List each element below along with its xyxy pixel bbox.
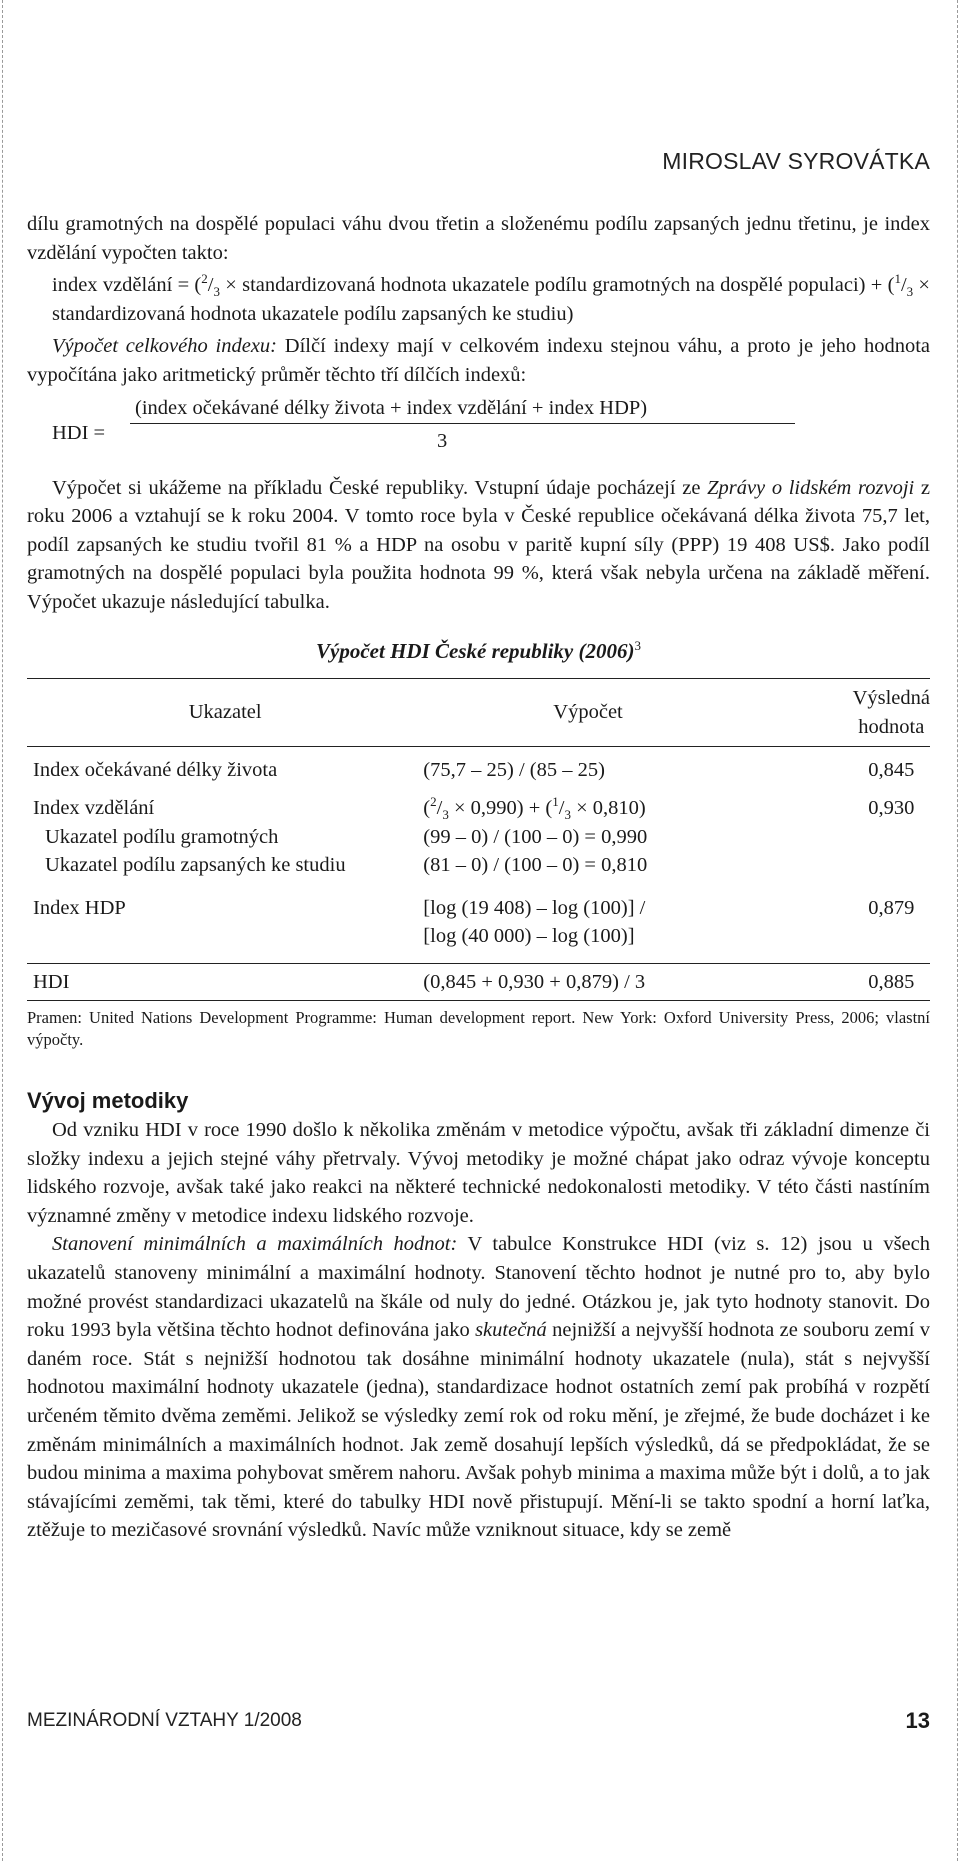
- column-header-calculation: Výpočet: [423, 679, 852, 747]
- table-row-total: HDI (0,845 + 0,930 + 0,879) / 3 0,885: [27, 963, 930, 1001]
- hdi-formula: [27, 394, 930, 474]
- paragraph-example: Výpočet si ukážeme na příkladu České republiky. Vstupní údaje pocházejí ze Zprávy o lidském rozvoji z roku 2006 a vztahují se k roku 2004. V tomto roce byla v České republice očekávaná délka života 75,7 let, podíl zapsaných ke studiu tvořil 81 % a HDP na osobu v paritě kupní síly (PPP) 19 408 US$. Jako podíl gramotných na dospělé populaci byla použita hodnota 99 %, která však nebyla určena na základě měření. Výpočet ukazuje následující tabulka.: [27, 476, 930, 613]
- paragraph-lead-italic: Výpočet celkového indexu:: [52, 335, 278, 358]
- paragraph-min-max: Stanovení minimálních a maximálních hodnot: V tabulce Konstrukce HDI (viz s. 12) jsou u všech ukazatelů stanoveny minimální a maximální hodnoty. Stanovení těchto hodnot je nutné pro to, aby bylo možné provést standardizaci ukazatelů na škále od nuly do jedné. Otázkou je, jak tyto hodnoty stanovit. Do roku 1993 byla většina těchto hodnot definována jako skutečná nejnižší a nejvyšší hodnota ze souboru zemí v daném roce. Stát s nejnižší hodnotou tak dosáhne minimální hodnoty ukazatele (nula), stát s nejvyšší hodnotou maximální hodnoty ukazatele (jedna), standardizace hodnot ostatních zemí pak probíhá v rozpětí určeném těmito dvěma zeměmi. Jelikož se výsledky zemí rok od roku mění, je zřejmé, že bude docházet i ke změnám minimálních a maximálních hodnot. Jak země dosahují lepších výsledků, dá se předpokládat, že se budou minima a maxima pohybovat směrem nahoru. Avšak pohyb minima a maxima může být i dolů, a to jak stávajícími zeměmi, tak těmi, které do tabulky HDI nově přistupují. Mění-li se takto spodní a horní laťka, ztěžuje to mezičasové srovnání výsledků. Navíc může vzniknout situace, kdy se země: [27, 1233, 930, 1542]
- page-edge-left: [2, 0, 3, 1861]
- paragraph-intro: dílu gramotných na dospělé populaci váhu dvou třetin a složenému podílu zapsaných jednu třetinu, je index vzdělání vypočten takto:: [27, 213, 930, 264]
- page-number: 13: [905, 1708, 930, 1733]
- table-row: Ukazatel podílu zapsaných ke studiu (81 – 0) / (100 – 0) = 0,810: [45, 854, 648, 877]
- hdi-formula-lhs: HDI =: [52, 421, 106, 444]
- table-header-row: [27, 679, 930, 747]
- running-head: MIROSLAV SYROVÁTKA: [662, 148, 930, 174]
- table-spacer: [27, 951, 930, 964]
- table-row: Ukazatel podílu gramotných (99 – 0) / (100 – 0) = 0,990: [45, 825, 648, 848]
- footnote-ref: 3: [634, 637, 641, 653]
- paragraph-lead-italic: Stanovení minimálních a maximálních hodnot:: [52, 1233, 458, 1256]
- hdi-calculation-table: [27, 678, 930, 1001]
- hdi-formula-numerator: (index očekávané délky života + index vzdělání + index HDP): [135, 396, 648, 419]
- column-header-result: Výsledná hodnota: [853, 679, 930, 747]
- column-header-indicator: Ukazatel: [27, 679, 423, 747]
- table-row: Index vzdělání $(^2/_3 \times 0,990) + (^1/_3 \times 0,810)$ 0,930: [33, 794, 915, 822]
- footer-journal: MEZINÁRODNÍ VZTAHY 1/2008: [27, 1710, 302, 1731]
- paragraph-methodology: Od vzniku HDI v roce 1990 došlo k několika změnám v metodice výpočtu, avšak tři základní dimenze či složky indexu a jejich stejné váhy přetrvaly. Vývoj metodiky je možné chápat jako odraz vývoje konceptu lidského rozvoje, avšak také jako reakci na některé technické nedokonalosti metodiky. V této části nastíním významné změny v metodice indexu lidského rozvoje.: [27, 1119, 930, 1227]
- paragraph-total-index: Výpočet celkového indexu: Dílčí indexy mají v celkovém indexu stejnou váhu, a proto je jeho hodnota vypočítána jako aritmetický průměr těchto tří dílčích indexů:: [27, 335, 930, 386]
- table-caption: Výpočet HDI České republiky $(2006)^3$: [316, 637, 641, 663]
- table-row: Index očekávané délky života (75,7 – 25) / (85 – 25) 0,845: [33, 759, 915, 782]
- section-heading: Vývoj metodiky: [27, 1088, 189, 1114]
- table-row: Index HDP [log (19 408) – log (100)] / [log (40 000) – log (100)] 0,879: [33, 896, 915, 948]
- hdi-formula-denominator: 3: [437, 429, 448, 452]
- page-edge-right: [957, 0, 958, 1861]
- table-source-note: Pramen: United Nations Development Programme: Human development report. New York: Oxford University Press, 2006; vlastní výpočty.: [27, 1008, 930, 1050]
- formula-education-index: index vzdělání = ($^2/_3$ × standardizovaná hodnota ukazatele podílu gramotných na dospělé populaci) + ($^1/_3$ × standardizovaná hodnota ukazatele podílu zapsaných ke studiu): [52, 271, 930, 325]
- fraction-bar: [130, 423, 795, 424]
- body-text: [27, 210, 930, 1545]
